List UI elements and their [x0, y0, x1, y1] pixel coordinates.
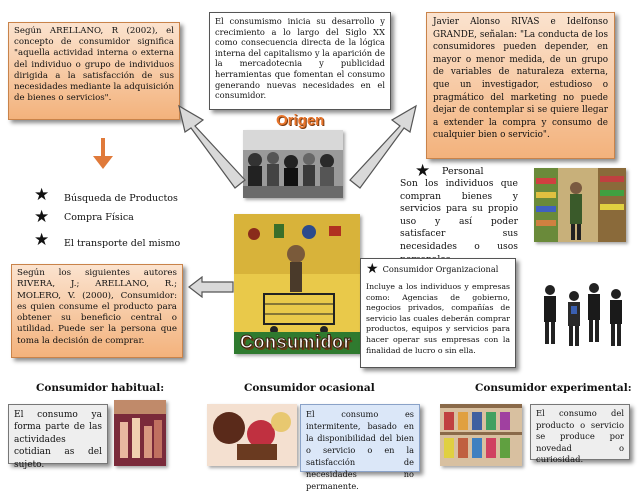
activity-item: Búsqueda de Productos — [64, 193, 178, 204]
personal-heading: Personal — [442, 166, 484, 177]
habitual-text: El consumo ya forma parte de las actividades cotidian as del sujeto. — [14, 410, 102, 470]
star-icon: ★ — [34, 207, 50, 227]
arrow-up-left — [177, 100, 247, 190]
arellano-2002-box — [8, 22, 180, 120]
arellano-2000-box — [11, 264, 183, 358]
origin-title: Origen — [276, 112, 325, 129]
arellano-2000-text: Según los siguientes autores RIVERA, J.; ARELLANO, R.; MOLERO, V. (2000), Consumidor: es quien consume el producto para obtener su beneficio central o utilidad. Puede ser la persona que toma la decisión de comprar. — [17, 268, 177, 346]
consumismo-text: El consumismo inicia su desarrollo y crecimiento a lo largo del Siglo XX como consecuencia directa de la lógica interna del capitalismo y la aparición de la mercadotecnia y publicidad herramientas que fomentan el consumo generando nuevas necesidades en el consumidor. — [215, 16, 385, 101]
arrow-down — [91, 138, 115, 170]
activity-item: El transporte del mismo — [64, 238, 181, 249]
arrow-up-right — [348, 100, 418, 190]
ocasional-text: El consumo es intermitente, basado en la disponibilidad del bien o servicio o en la satisfacción de necesidades no permanente. — [306, 409, 414, 491]
shelf-photo — [440, 404, 522, 466]
experimental-text: El consumo del producto o servicio se produce por novedad o curiosidad. — [536, 408, 624, 465]
experimental-heading: Consumidor experimental: — [475, 382, 632, 394]
snacks-photo — [207, 404, 297, 466]
experimental-box — [530, 404, 630, 465]
cosmetics-photo — [114, 400, 166, 466]
organizacional-heading: Consumidor Organizacional — [382, 263, 499, 274]
origin-crowd-photo — [243, 130, 343, 198]
supermarket-photo — [534, 168, 626, 242]
arrow-left — [188, 276, 234, 298]
star-icon: ★ — [415, 161, 431, 181]
star-icon: ★ — [34, 230, 50, 250]
ocasional-heading: Consumidor ocasional — [244, 382, 375, 394]
star-icon: ★ — [366, 261, 379, 277]
habitual-box — [8, 404, 108, 470]
consumismo-box — [209, 12, 391, 110]
rivas-box — [426, 12, 615, 159]
ocasional-box — [300, 404, 420, 491]
activity-item: Compra Física — [64, 212, 134, 223]
consumidor-title: Consumidor — [240, 332, 351, 352]
personal-text: Son los individuos que compran bienes y servicios para su propio uso y así poder satisfacer sus necesidades o usos — [400, 178, 518, 252]
rivas-text: Javier Alonso RIVAS e Idelfonso GRANDE, señalan: "La conducta de los consumidores pueden depender, en mayor o menor medida, de un grupo de variables de naturaleza externa, que un investigador, estudioso o pragmático del marketing no puede dejar de contemplar si se quiere llegar a extender la compra y consumo de cualquier bien o servicio". — [433, 17, 608, 141]
business-people-image — [536, 280, 634, 350]
arellano-2002-text: Según ARELLANO, R (2002), el concepto de consumidor significa "aquella actividad interna o externa del individuo o grupo de individuos dirigida a la satisfacción de sus necesidades mediante la adquisición de bienes o servicios". — [14, 26, 174, 104]
organizacional-box — [360, 258, 516, 368]
organizacional-text: Incluye a los individuos y empresas como: Agencias de gobierno, negocios privados, compañías de servicio las cuales deberán comprar productos, equipos y servicios para hacer operar sus empresas con la finalidad de lucro o sin ella. — [366, 282, 510, 355]
star-icon: ★ — [34, 185, 50, 205]
habitual-heading: Consumidor habitual: — [36, 382, 165, 394]
